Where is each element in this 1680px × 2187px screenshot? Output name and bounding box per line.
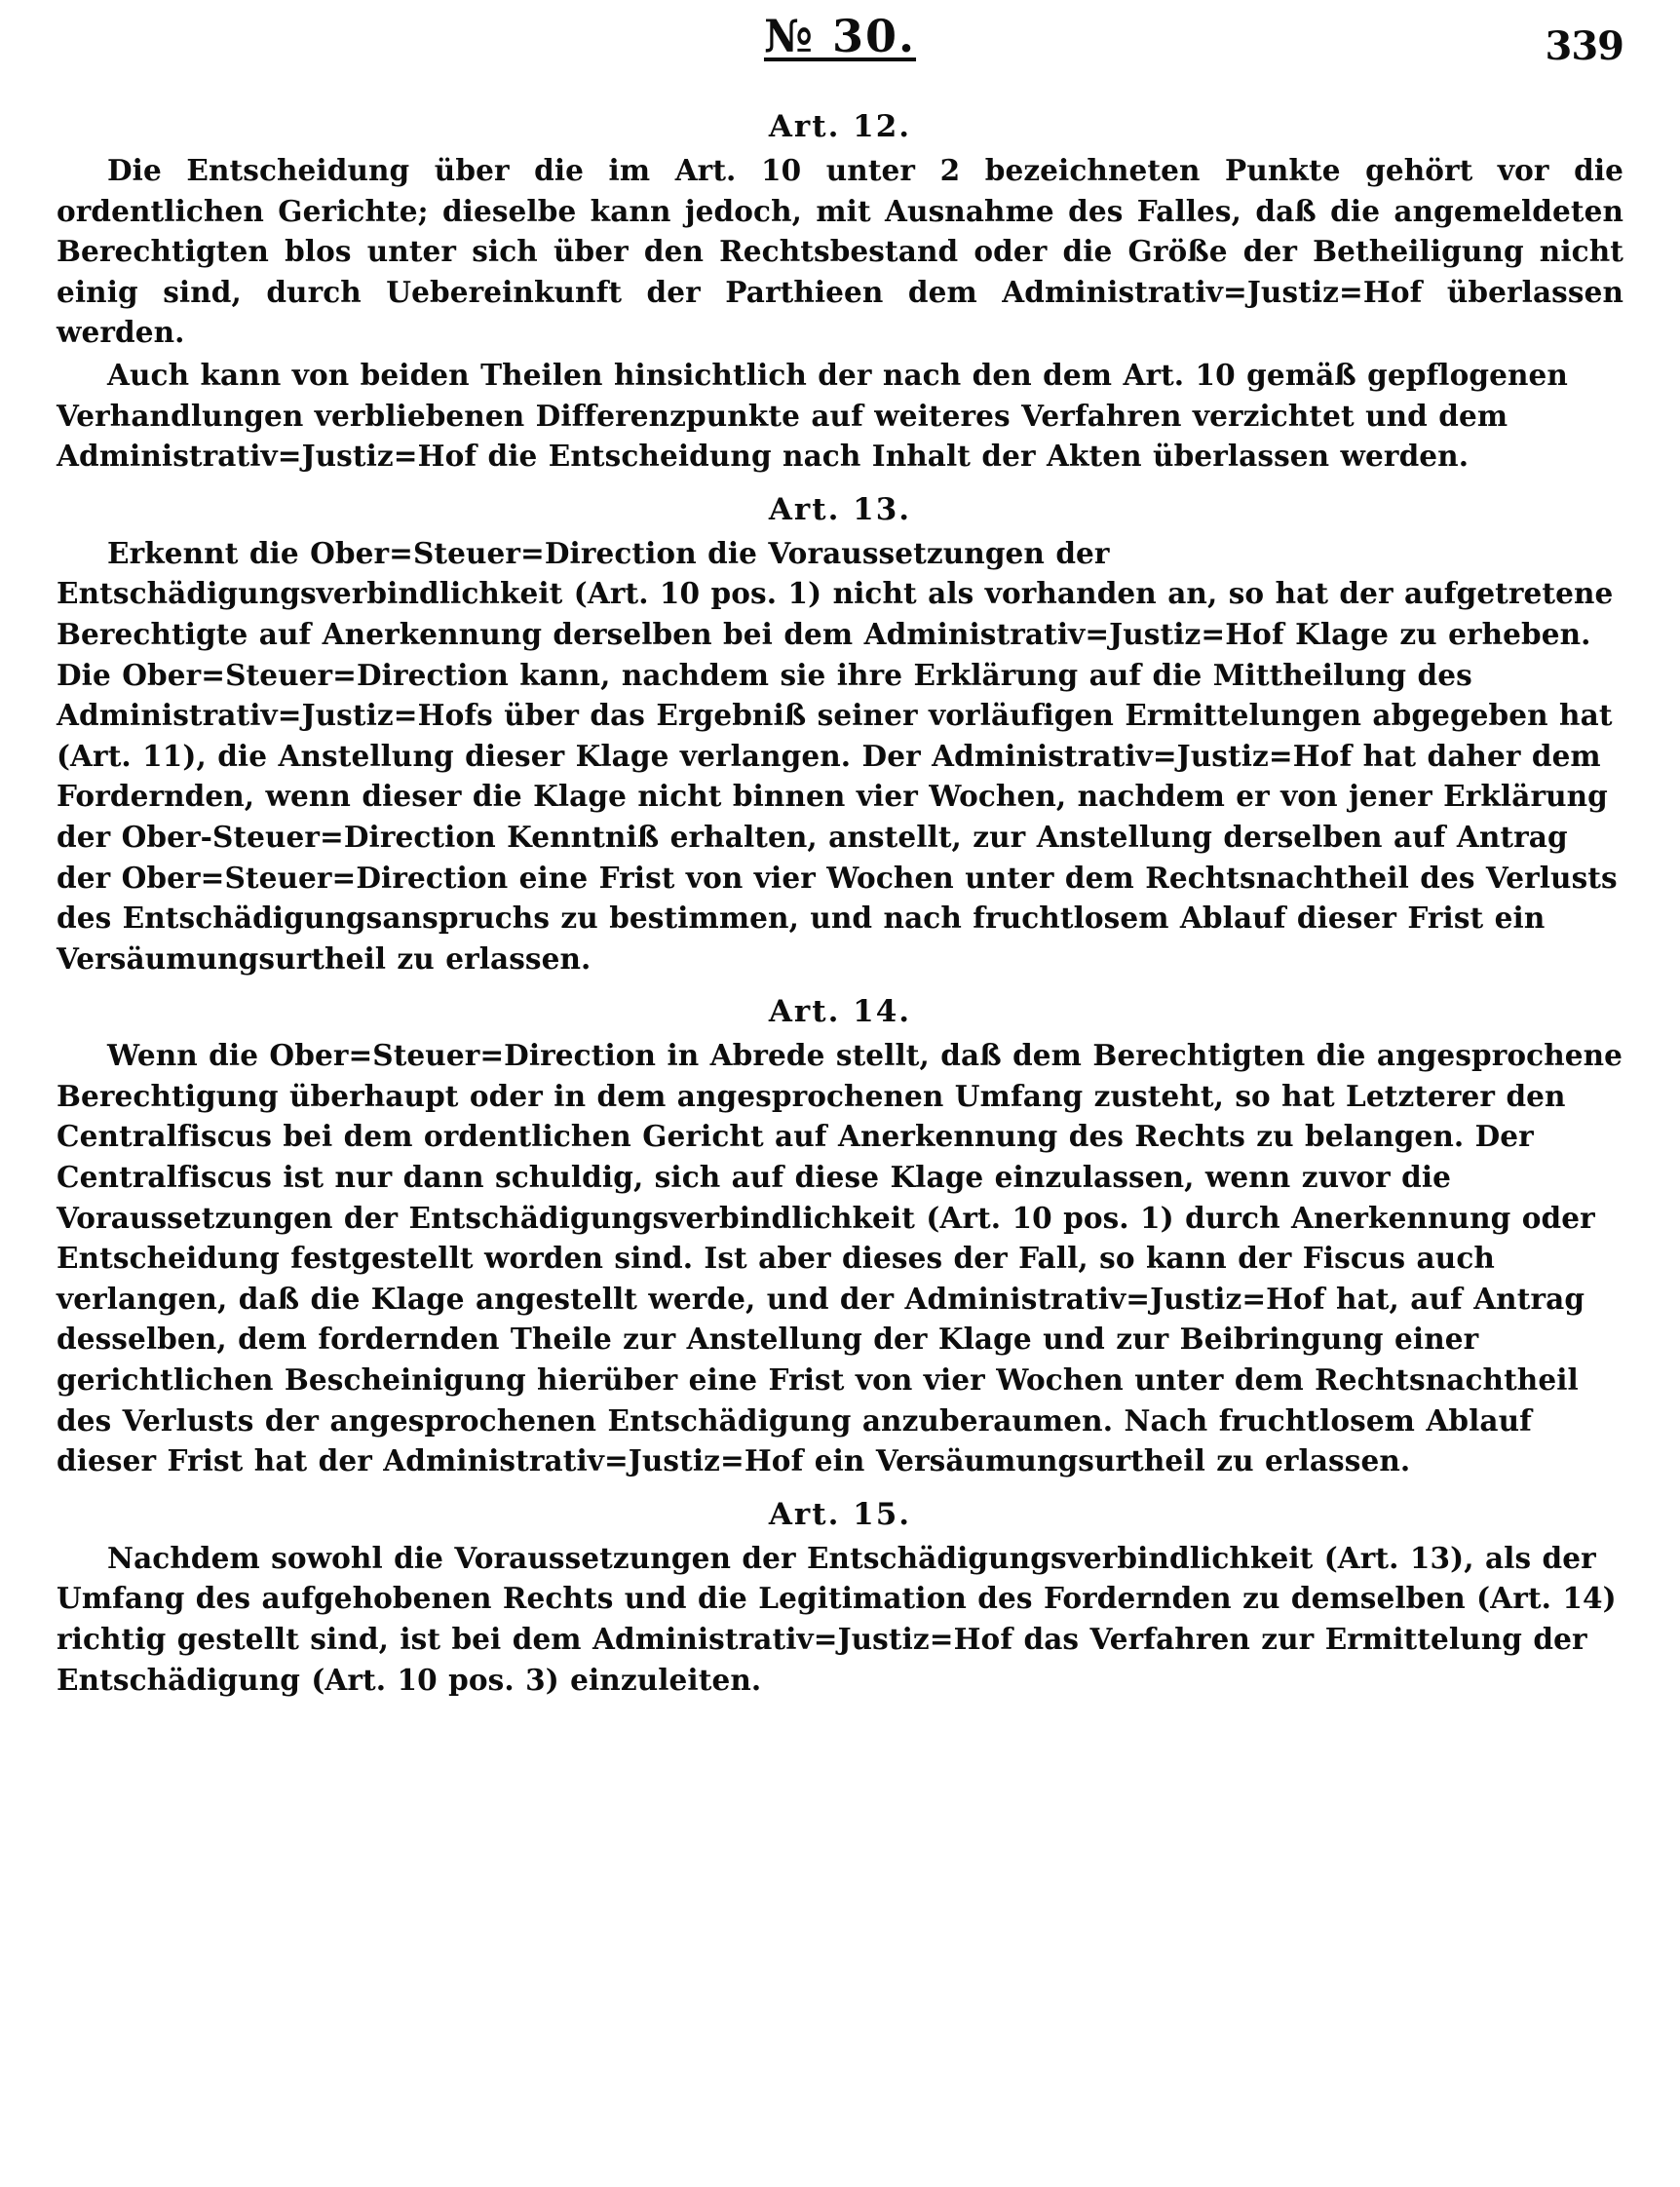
article-12 <box>57 109 1623 477</box>
paragraph: Die Entscheidung über die im Art. 10 unter 2 bezeichneten Punkte gehört vor die ordentlichen Gerichte; dieselbe kann jedoch, mit Ausnahme des Falles, daß die angemeldeten Berechtigten blos unter sich über den Rechtsbestand oder die Größe der Betheiligung nicht einig sind, durch Uebereinkunft der Parthieen dem Administrativ=Justiz=Hof überlassen werden. <box>57 153 1623 350</box>
article-13 <box>57 492 1623 979</box>
paragraph: Auch kann von beiden Theilen hinsichtlich der nach den dem Art. 10 gemäß gepflogenen Verhandlungen verbliebenen Differenzpunkte auf weiteres Verfahren verzichtet und dem Administrativ=Justiz=Hof die Entscheidung nach Inhalt der Akten überlassen werden. <box>57 357 1568 474</box>
issue-number: № 30. <box>763 10 917 62</box>
article-14 <box>57 994 1623 1481</box>
paragraph: Nachdem sowohl die Voraussetzungen der Entschädigungsverbindlichkeit (Art. 13), als der Umfang des aufgehobenen Rechts und die Legitimation des Fordernden zu demselben (Art. 14) richtig gestellt sind, ist bei dem Administrativ=Justiz=Hof das Verfahren zur Ermittelung der Entschädigung (Art. 10 pos. 3) einzuleiten. <box>57 1540 1617 1697</box>
article-heading: Art. 12. <box>768 109 912 144</box>
article-15 <box>57 1497 1623 1700</box>
article-heading: Art. 13. <box>768 491 912 527</box>
page-number: 339 <box>1545 23 1623 69</box>
paragraph: Wenn die Ober=Steuer=Direction in Abrede stellt, daß dem Berechtigten die angesprochene Berechtigung überhaupt oder in dem angesprochenen Umfang zusteht, so hat Letzterer den Centralfiscus bei dem ordentlichen Gericht auf Anerkennung des Rechts zu belangen. Der Centralfiscus ist nur dann schuldig, sich auf diese Klage einzulassen, wenn zuvor die Voraussetzungen der Entschädigungsverbindlichkeit (Art. 10 pos. 1) durch Anerkennung oder Entscheidung festgestellt worden sind. Ist aber dieses der Fall, so kann der Fiscus auch verlangen, daß die Klage angestellt werde, und der Administrativ=Justiz=Hof hat, auf Antrag desselben, dem fordernden Theile zur Anstellung der Klage und zur Beibringung einer gerichtlichen Bescheinigung hierüber eine Frist von vier Wochen unter dem Rechtsnachtheil des Verlusts der angesprochenen Entschädigung anzuberaumen. Nach fruchtlosem Ablauf dieser Frist hat der Administrativ=Justiz=Hof ein Versäumungsurtheil zu erlassen. <box>57 1038 1623 1478</box>
article-heading: Art. 15. <box>768 1496 912 1532</box>
page-header <box>51 0 1629 94</box>
article-heading: Art. 14. <box>768 994 912 1030</box>
paragraph: Erkennt die Ober=Steuer=Direction die Voraussetzungen der Entschädigungsverbindlichkeit (Art. 10 pos. 1) nicht als vorhanden an, so hat der aufgetretene Berechtigte auf Anerkennung derselben bei dem Administrativ=Justiz=Hof Klage zu erheben. Die Ober=Steuer=Direction kann, nachdem sie ihre Erklärung auf die Mittheilung des Administrativ=Justiz=Hofs über das Ergebniß seiner vorläufigen Ermittelungen abgegeben hat (Art. 11), die Anstellung dieser Klage verlangen. Der Administrativ=Justiz=Hof hat daher dem Fordernden, wenn dieser die Klage nicht binnen vier Wochen, nachdem er von jener Erklärung der Ober‑Steuer=Direction Kenntniß erhalten, anstellt, zur Anstellung derselben auf Antrag der Ober=Steuer=Direction eine Frist von vier Wochen unter dem Rechtsnachtheil des Verlusts des Entschädigungsanspruchs zu bestimmen, und nach fruchtlosem Ablauf dieser Frist ein Versäumungsurtheil zu erlassen. <box>57 535 1618 976</box>
page-content <box>57 109 1623 1700</box>
